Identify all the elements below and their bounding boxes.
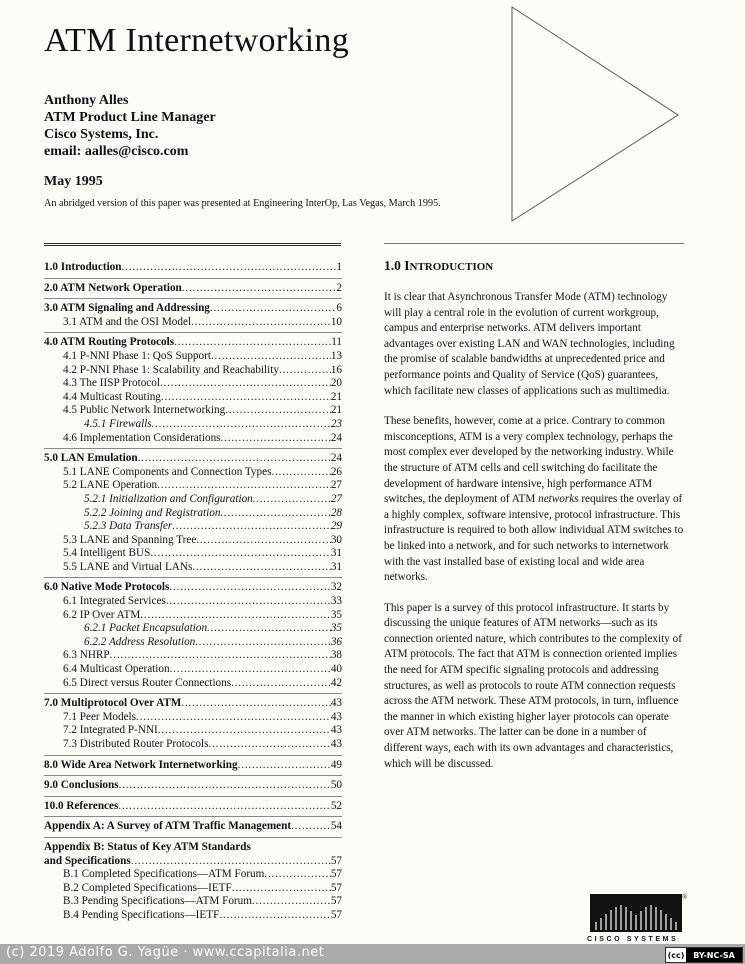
toc-page-number: 57 [330, 868, 342, 881]
toc-entry[interactable] [44, 759, 342, 773]
toc-section [44, 279, 342, 300]
toc-entry-label: and Specifications [44, 854, 131, 867]
toc-entry-label: 5.0 LAN Emulation [44, 452, 138, 465]
toc-entry[interactable] [44, 452, 342, 466]
toc-page-number: 31 [330, 560, 342, 573]
toc-entry-label: 4.5 Public Network Internetworking [63, 404, 226, 417]
toc-page-number: 54 [330, 820, 342, 833]
toc-leader-dots [122, 261, 337, 275]
toc-entry-label: 7.0 Multiprotocol Over ATM [44, 697, 182, 710]
toc-leader-dots [192, 561, 331, 575]
toc-entry-label: 4.0 ATM Routing Protocols [44, 336, 175, 349]
toc-leader-dots [152, 418, 331, 432]
toc-entry[interactable] [44, 697, 342, 711]
intro-paragraph-1: It is clear that Asynchronous Transfer Mode (ATM) technology will play a central role in the evolution of current workgroup, campus and enterprise networks. ATM delivers important advantages over existing LAN and WAN technologies, including the promise of scalable bandwidths at unprecedented price and performance points and Quality of Service (QoS) guarantees, which facilitate new classes of applications such as multimedia. [384, 291, 675, 397]
toc-entry[interactable] [44, 350, 342, 364]
author-company: Cisco Systems, Inc. [44, 127, 159, 142]
toc-entry[interactable] [44, 724, 342, 738]
toc-entry[interactable] [44, 520, 342, 534]
table-of-contents [44, 258, 342, 926]
toc-leader-dots [158, 724, 331, 738]
toc-entry[interactable] [44, 377, 342, 391]
toc-entry-label: 4.2 P-NNI Phase 1: Scalability and Reachability [63, 363, 279, 376]
intro-body [384, 290, 684, 787]
toc-entry[interactable] [44, 581, 342, 595]
toc-page-number: 11 [331, 336, 342, 349]
toc-entry-label: 5.5 LANE and Virtual LANs [63, 560, 193, 573]
toc-entry[interactable] [44, 404, 342, 418]
author-name: Anthony Alles [44, 93, 129, 108]
toc-entry-label: B.2 Completed Specifications—IETF [63, 881, 232, 894]
toc-section [44, 258, 342, 279]
toc-entry[interactable] [44, 841, 342, 855]
cisco-logo [590, 894, 682, 932]
toc-entry[interactable] [44, 493, 342, 507]
registered-mark: ® [682, 893, 688, 901]
toc-leader-dots [161, 391, 331, 405]
toc-page-number: 36 [330, 635, 342, 648]
toc-entry-label: B.3 Pending Specifications—ATM Forum [63, 895, 252, 908]
toc-entry[interactable] [44, 779, 342, 793]
footer-bar [0, 944, 745, 964]
toc-entry[interactable] [44, 432, 342, 446]
toc-page-number: 23 [330, 417, 342, 430]
toc-section [44, 333, 342, 449]
toc-leader-dots [210, 302, 337, 316]
toc-page-number: 35 [330, 622, 342, 635]
toc-leader-dots [191, 316, 331, 330]
toc-entry-label: 8.0 Wide Area Network Internetworking [44, 758, 238, 771]
toc-leader-dots [195, 636, 331, 650]
toc-leader-dots [131, 855, 331, 869]
toc-section [44, 797, 342, 818]
toc-entry[interactable] [44, 261, 342, 275]
toc-leader-dots [140, 609, 331, 623]
toc-entry-label: 3.0 ATM Signaling and Addressing [44, 302, 210, 315]
toc-entry-label: 5.2.2 Joining and Registration [84, 506, 221, 519]
toc-entry-label: 10.0 References [44, 799, 119, 812]
toc-entry-label: 4.4 Multicast Routing [63, 390, 161, 403]
toc-leader-dots [291, 820, 331, 834]
toc-entry[interactable] [44, 547, 342, 561]
toc-section [44, 299, 342, 333]
toc-entry[interactable] [44, 622, 342, 636]
cisco-bridge-icon [590, 894, 682, 932]
toc-leader-dots [157, 479, 331, 493]
intro-heading: 1.0 INTRODUCTION [384, 258, 494, 273]
toc-entry[interactable] [44, 479, 342, 493]
toc-page-number: 29 [330, 520, 342, 533]
toc-entry[interactable] [44, 316, 342, 330]
toc-entry[interactable] [44, 336, 342, 350]
license-label: BY-NC-SA [686, 948, 742, 962]
toc-page-number: 6 [336, 302, 342, 315]
toc-entry-label: 2.0 ATM Network Operation [44, 281, 182, 294]
toc-leader-dots [253, 493, 331, 507]
toc-entry[interactable] [44, 609, 342, 623]
toc-entry[interactable] [44, 507, 342, 521]
toc-entry[interactable] [44, 364, 342, 378]
intro-divider [384, 243, 684, 244]
toc-leader-dots [207, 622, 331, 636]
toc-entry-label: Appendix A: A Survey of ATM Traffic Management [44, 820, 292, 833]
toc-entry-label: 4.3 The IISP Protocol [63, 377, 160, 390]
toc-entry-label: 7.3 Distributed Router Protocols [63, 738, 209, 750]
toc-leader-dots [181, 697, 330, 711]
toc-page-number: 52 [330, 799, 342, 812]
toc-page-number: 31 [330, 547, 342, 560]
toc-page-number: 21 [330, 390, 342, 403]
toc-page-number: 49 [330, 758, 342, 771]
toc-leader-dots [220, 507, 330, 521]
toc-page-number: 35 [330, 608, 342, 621]
toc-entry-label: 4.1 P-NNI Phase 1: QoS Support [63, 349, 211, 362]
cc-icon: (cc) [666, 948, 686, 962]
toc-entry-label: 1.0 Introduction [44, 261, 122, 273]
toc-entry[interactable] [44, 302, 342, 316]
toc-section [44, 817, 342, 838]
toc-section [44, 578, 342, 694]
toc-entry-label: Appendix B: Status of Key ATM Standards [44, 840, 251, 853]
toc-entry[interactable] [44, 595, 342, 609]
toc-leader-dots [252, 895, 331, 909]
toc-leader-dots [182, 282, 337, 296]
toc-page-number: 32 [330, 581, 342, 594]
author-role: ATM Product Line Manager [44, 110, 216, 125]
toc-page-number: 27 [330, 479, 342, 492]
toc-page-number: 24 [330, 431, 342, 444]
toc-page-number: 43 [330, 697, 342, 710]
toc-entry-label: 6.4 Multicast Operation [63, 663, 170, 676]
toc-page-number: 33 [330, 595, 342, 608]
toc-page-number: 24 [330, 452, 342, 465]
toc-entry-label: 3.1 ATM and the OSI Model [63, 315, 192, 328]
toc-entry-label: B.4 Pending Specifications—IETF [63, 908, 220, 921]
toc-entry[interactable] [44, 677, 342, 691]
triangle-graphic [510, 5, 682, 225]
toc-page-number: 20 [330, 377, 342, 390]
toc-leader-dots [196, 534, 331, 548]
toc-entry-label: 4.5.1 Firewalls [84, 417, 152, 430]
toc-entry[interactable] [44, 534, 342, 548]
abridged-note: An abridged version of this paper was presented at Engineering InterOp, Las Vegas, March 1995. [44, 198, 441, 209]
toc-leader-dots [279, 364, 331, 378]
toc-entry[interactable] [44, 418, 342, 432]
toc-entry-label: 9.0 Conclusions [44, 779, 119, 792]
toc-page-number: 28 [330, 506, 342, 519]
toc-page-number: 30 [330, 533, 342, 546]
toc-leader-dots [138, 452, 331, 466]
toc-entry[interactable] [44, 391, 342, 405]
toc-page-number: 42 [330, 676, 342, 689]
toc-entry-label: B.1 Completed Specifications—ATM Forum [63, 868, 265, 881]
toc-entry[interactable] [44, 649, 342, 663]
toc-page-number: 43 [330, 738, 342, 750]
toc-entry-label: 6.2.1 Packet Encapsulation [84, 622, 208, 635]
toc-entry-label: 6.0 Native Mode Protocols [44, 581, 170, 594]
toc-page-number: 43 [330, 710, 342, 723]
footer-copyright: (c) 2019 Adolfo G. Yagüe · www.ccapitalia.net [6, 945, 325, 960]
toc-page-number: 27 [330, 492, 342, 505]
publication-date: May 1995 [44, 174, 103, 189]
toc-page-number: 40 [330, 663, 342, 676]
toc-entry[interactable] [44, 636, 342, 650]
intro-paragraph-2: These benefits, however, come at a price. Contrary to common misconceptions, ATM is a very complex technology, perhaps the most complex ever developed by the networking industry. While the structure of ATM cells and cell switching do facilitate the development of hardware intensive, high performance ATM switches, the deployment of ATM networks requires the overlay of a highly complex, software intensive, protocol infrastructure. This infrastructure is required to both allow individual ATM switches to be linked into a network, and for such networks to internetwork with the vast installed base of existing local and wide area networks. [384, 415, 684, 584]
toc-entry-label: 6.5 Direct versus Router Connections [63, 676, 232, 689]
toc-leader-dots [150, 547, 330, 561]
toc-leader-dots [271, 466, 330, 480]
toc-page-number: 13 [330, 349, 342, 362]
toc-entry[interactable] [44, 711, 342, 725]
toc-page-number: 57 [330, 881, 342, 894]
toc-entry[interactable] [44, 800, 342, 814]
toc-leader-dots [174, 336, 331, 350]
toc-section [44, 694, 342, 755]
toc-page-number: 57 [330, 908, 342, 921]
toc-leader-dots [136, 711, 331, 725]
toc-entry-label: 5.2 LANE Operation [63, 479, 158, 492]
toc-entry-label: 7.2 Integrated P-NNI [63, 724, 158, 737]
toc-page-number: 2 [336, 281, 342, 294]
toc-entry[interactable] [44, 820, 342, 834]
toc-entry-label: 7.1 Peer Models [63, 710, 137, 723]
toc-entry-label: 5.2.3 Data Transfer [84, 520, 173, 533]
toc-page-number: 57 [330, 895, 342, 908]
toc-leader-dots [110, 649, 331, 663]
toc-page-number: 16 [330, 363, 342, 376]
toc-entry-label: 6.1 Integrated Services [63, 595, 166, 608]
toc-page-number: 26 [330, 465, 342, 478]
toc-entry[interactable] [44, 466, 342, 480]
author-block [44, 92, 216, 160]
toc-entry-label: 5.2.1 Initialization and Configuration [84, 492, 253, 505]
page-title: ATM Internetworking [44, 22, 350, 59]
toc-section [44, 838, 342, 926]
toc-leader-dots [166, 595, 331, 609]
toc-entry[interactable] [44, 738, 342, 752]
toc-entry[interactable] [44, 282, 342, 296]
toc-leader-dots [211, 350, 331, 364]
toc-section [44, 449, 342, 578]
toc-entry-label: 4.6 Implementation Considerations [63, 431, 221, 444]
toc-entry-label: 5.3 LANE and Spanning Tree [63, 533, 197, 546]
toc-leader-dots [118, 800, 330, 814]
toc-page-number: 43 [330, 724, 342, 737]
toc-page-number: 57 [330, 854, 342, 867]
toc-section [44, 756, 342, 777]
cisco-wordmark: CISCO SYSTEMS [587, 936, 679, 943]
toc-entry[interactable] [44, 868, 342, 882]
toc-entry-label: 6.3 NHRP [63, 649, 110, 662]
toc-entry[interactable] [44, 855, 342, 869]
toc-section [44, 776, 342, 797]
toc-leader-dots [160, 377, 331, 391]
toc-entry-label: 6.2 IP Over ATM [63, 608, 141, 621]
toc-entry-label: 5.4 Intelligent BUS [63, 547, 151, 560]
toc-entry-label: 6.2.2 Address Resolution [84, 635, 196, 648]
toc-entry[interactable] [44, 561, 342, 575]
toc-leader-dots [219, 909, 331, 923]
toc-entry-label: 5.1 LANE Components and Connection Types [63, 465, 272, 478]
toc-page-number: 21 [330, 404, 342, 417]
toc-leader-dots [221, 432, 331, 446]
toc-page-number: 38 [330, 649, 342, 662]
toc-entry[interactable] [44, 895, 342, 909]
cc-license-badge[interactable] [665, 947, 743, 963]
toc-page-number: 10 [330, 315, 342, 328]
toc-page-number: 50 [330, 779, 342, 792]
toc-leader-dots [169, 581, 330, 595]
toc-leader-dots [232, 882, 331, 896]
toc-divider [44, 243, 341, 246]
toc-leader-dots [264, 868, 330, 882]
author-email: email: aalles@cisco.com [44, 144, 189, 159]
toc-leader-dots [172, 520, 331, 534]
toc-leader-dots [225, 404, 331, 418]
intro-paragraph-3: This paper is a survey of this protocol infrastructure. It starts by discussing the unique features of ATM networks—such as its connection oriented nature, which contributes to the complexity of ATM protocols. The fact that ATM is connection oriented implies the need for ATM specific signaling protocols and addressing structures, as well as protocols to route ATM connection requests across the ATM network. These ATM protocols, in turn, influence the manner in which existing higher layer protocols can operate over ATM networks. The latter can be done in a number of different ways, each with its own advantages and characteristics, which will be discussed. [384, 601, 682, 770]
toc-leader-dots [231, 677, 331, 691]
toc-leader-dots [119, 779, 331, 793]
toc-page-number: 1 [336, 261, 342, 273]
toc-entry[interactable] [44, 909, 342, 923]
toc-leader-dots [170, 663, 331, 677]
toc-leader-dots [238, 759, 331, 773]
toc-entry[interactable] [44, 882, 342, 896]
toc-leader-dots [208, 738, 330, 752]
toc-entry[interactable] [44, 663, 342, 677]
